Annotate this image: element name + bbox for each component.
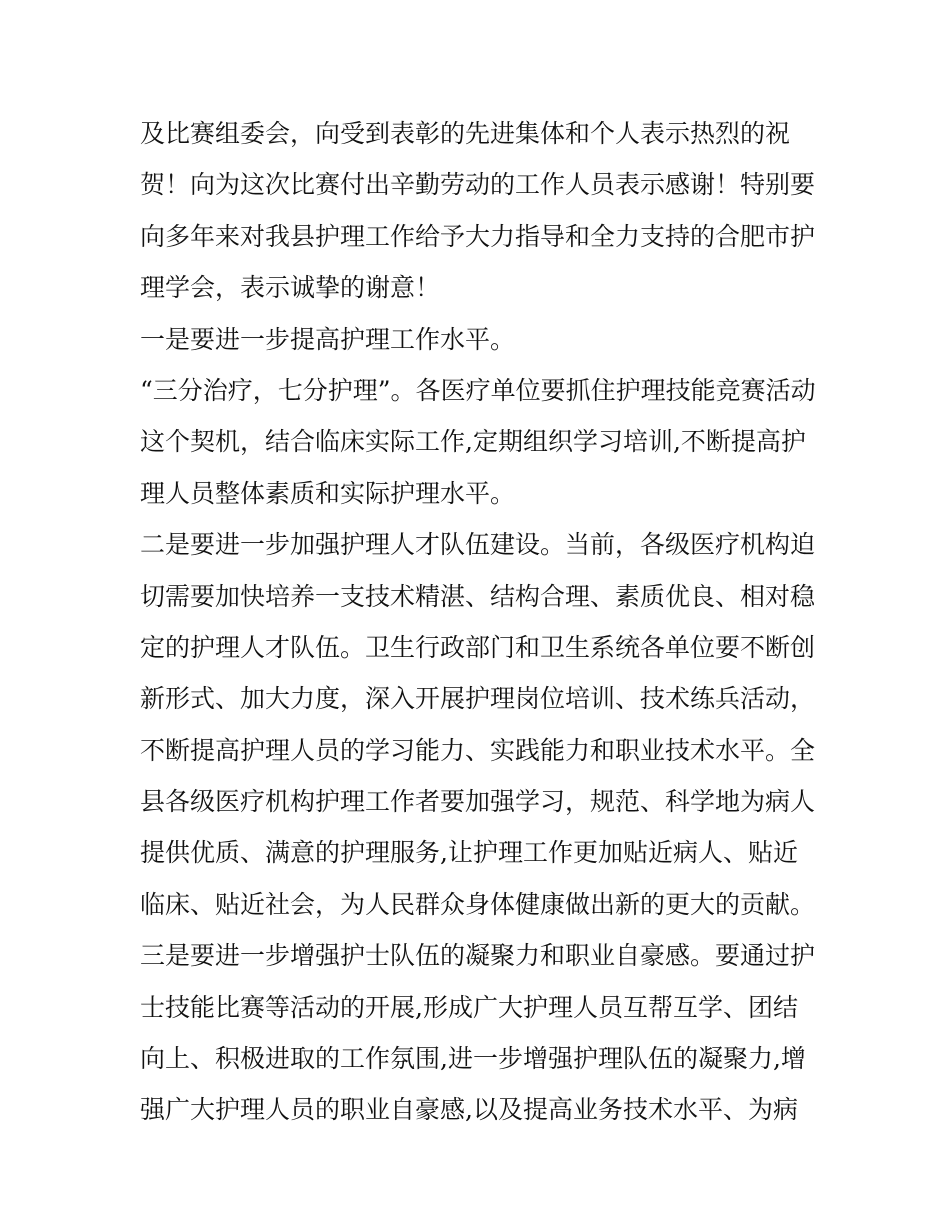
text-line: 新形式、加大力度，深入开展护理岗位培训、技术练兵活动， <box>140 684 816 714</box>
section-heading-3: 三是要进一步增强护士队伍的凝聚力和职业自豪感。要通过护 <box>140 941 816 971</box>
text-line: 强广大护理人员的职业自豪感,以及提高业务技术水平、为病 <box>140 1095 798 1125</box>
text-line: 提供优质、满意的护理服务,让护理工作更加贴近病人、贴近 <box>140 838 798 868</box>
text-line: 理人员整体素质和实际护理水平。 <box>140 478 516 508</box>
text-line: 县各级医疗机构护理工作者要加强学习，规范、科学地为病人 <box>140 787 816 817</box>
text-line: 定的护理人才队伍。卫生行政部门和卫生系统各单位要不断创 <box>140 632 816 662</box>
text-line: 这个契机，结合临床实际工作,定期组织学习培训,不断提高护 <box>140 427 806 457</box>
text-line: 临床、贴近社会，为人民群众身体健康做出新的更大的贡献。 <box>140 889 816 919</box>
text-line: 贺！向为这次比赛付出辛勤劳动的工作人员表示感谢！特别要 <box>140 170 816 200</box>
text-line: 切需要加快培养一支技术精湛、结构合理、素质优良、相对稳 <box>140 581 816 611</box>
text-line: “三分治疗，七分护理”。各医疗单位要抓住护理技能竞赛活动 <box>140 375 816 405</box>
body-text <box>140 108 820 1136</box>
text-line: 向上、积极进取的工作氛围,进一步增强护理队伍的凝聚力,增 <box>140 1044 806 1074</box>
text-line: 士技能比赛等活动的开展,形成广大护理人员互帮互学、团结 <box>140 992 798 1022</box>
text-line: 向多年来对我县护理工作给予大力指导和全力支持的合肥市护 <box>140 221 816 251</box>
text-line: 理学会，表示诚挚的谢意！ <box>140 273 441 303</box>
text-line: 不断提高护理人员的学习能力、实践能力和职业技术水平。全 <box>140 735 816 765</box>
section-heading-2: 二是要进一步加强护理人才队伍建设。当前，各级医疗机构迫 <box>140 530 816 560</box>
text-line: 及比赛组委会，向受到表彰的先进集体和个人表示热烈的祝 <box>140 119 791 148</box>
section-heading-1: 一是要进一步提高护理工作水平。 <box>140 324 516 354</box>
